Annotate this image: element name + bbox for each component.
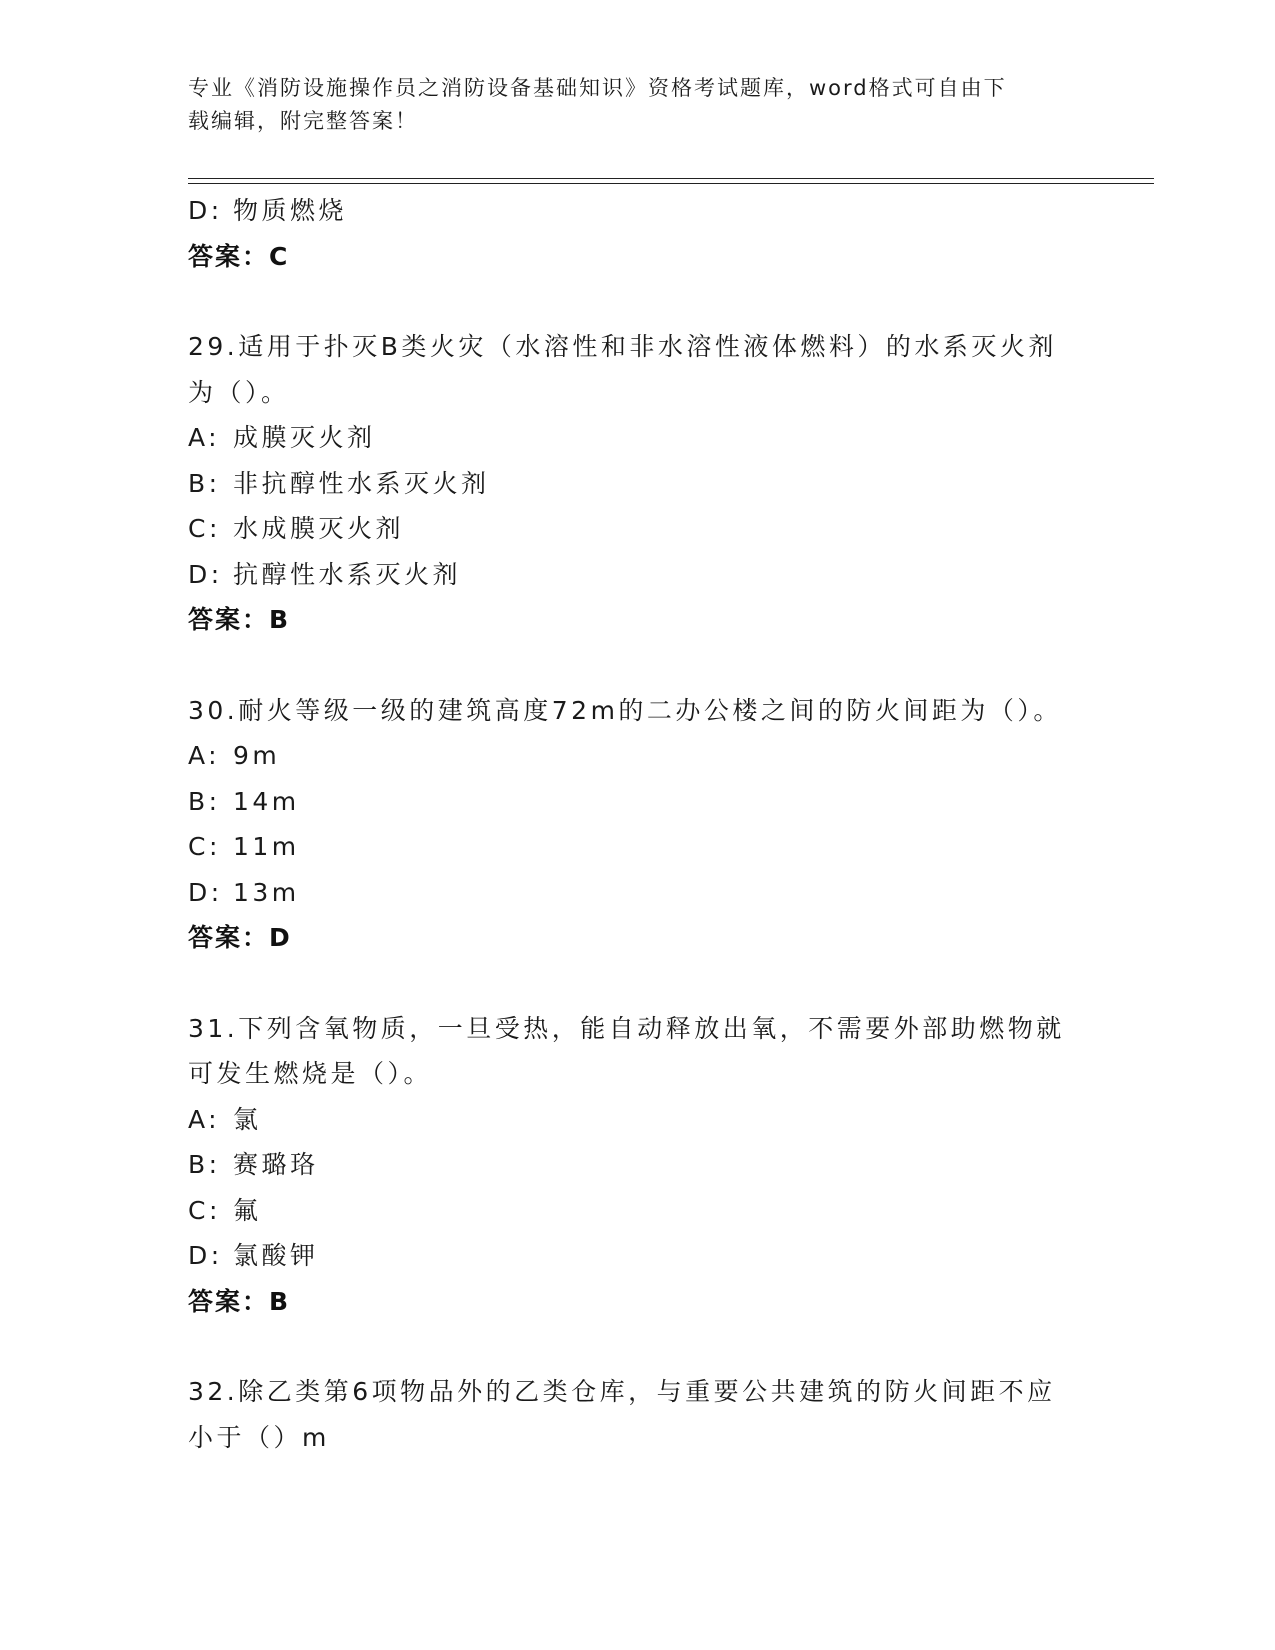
option-letter: A: — [188, 741, 221, 770]
answer-row — [188, 597, 1068, 643]
spacer — [188, 643, 1068, 688]
option-row — [188, 870, 1068, 916]
option-letter: A: — [188, 1104, 221, 1134]
option-text: 非抗醇性水系灭火剂 — [233, 468, 490, 498]
spacer — [188, 1324, 1068, 1369]
option-letter: C: — [188, 514, 221, 543]
option-letter: C: — [188, 1195, 221, 1225]
question-stem: 适用于扑灭B类火灾（水溶性和非水溶性液体燃料）的水系灭火剂为（）。 — [188, 332, 1057, 407]
answer-value: B — [269, 1286, 291, 1316]
option-letter: B: — [188, 1150, 221, 1179]
option-row — [188, 824, 1068, 870]
spacer — [188, 961, 1068, 1006]
option-row — [188, 733, 1068, 779]
spacer — [188, 279, 1068, 324]
question-stem: 耐火等级一级的建筑高度72m的二办公楼之间的防火间距为（）。 — [238, 695, 1062, 725]
question-text — [188, 1369, 1068, 1460]
option-row — [188, 1233, 1068, 1279]
option-row — [188, 779, 1068, 825]
option-letter: C: — [188, 832, 221, 861]
question-text — [188, 688, 1068, 734]
option-row — [188, 1097, 1068, 1143]
option-text: 水成膜灭火剂 — [233, 514, 405, 543]
header-rule-top — [188, 178, 1154, 179]
option-text: 氟 — [233, 1195, 262, 1225]
option-text: 11m — [233, 832, 300, 861]
option-text: 14m — [233, 786, 300, 816]
answer-row — [188, 234, 1068, 280]
option-row — [188, 506, 1068, 552]
header-rule-bottom — [188, 183, 1154, 184]
answer-value: B — [269, 605, 291, 634]
answer-row — [188, 1279, 1068, 1325]
document-header — [188, 72, 1068, 138]
option-letter: D: — [188, 559, 223, 589]
option-row — [188, 1188, 1068, 1234]
answer-value: C — [269, 241, 290, 271]
option-text: 氯 — [233, 1104, 262, 1134]
option-text: 9m — [233, 741, 281, 770]
question-number: 31. — [188, 1013, 239, 1043]
question-number: 30. — [188, 695, 239, 725]
question-content — [188, 188, 1068, 1460]
question-text — [188, 324, 1068, 415]
question-stem: 除乙类第6项物品外的乙类仓库，与重要公共建筑的防火间距不应小于（）m — [188, 1377, 1056, 1452]
option-text: 抗醇性水系灭火剂 — [233, 559, 462, 589]
option-text: 13m — [233, 877, 300, 907]
option-letter: D: — [188, 196, 223, 225]
answer-value: D — [269, 923, 292, 952]
option-text: 赛璐珞 — [233, 1150, 319, 1179]
answer-prefix: 答案： — [188, 1286, 270, 1316]
option-row — [188, 188, 1068, 234]
answer-prefix: 答案： — [188, 923, 270, 952]
option-row — [188, 1142, 1068, 1188]
answer-prefix: 答案： — [188, 605, 270, 634]
option-row — [188, 552, 1068, 598]
option-row — [188, 415, 1068, 461]
option-letter: D: — [188, 877, 223, 907]
answer-prefix: 答案： — [188, 241, 270, 271]
option-letter: D: — [188, 1241, 223, 1270]
option-text: 氯酸钾 — [233, 1241, 319, 1270]
question-text — [188, 1006, 1068, 1097]
answer-row — [188, 915, 1068, 961]
question-number: 29. — [188, 332, 239, 361]
option-letter: B: — [188, 468, 221, 498]
option-text: 物质燃烧 — [233, 196, 348, 225]
option-letter: A: — [188, 423, 221, 452]
option-letter: B: — [188, 786, 221, 816]
header-line-2: 载编辑，附完整答案！ — [188, 109, 418, 133]
option-row — [188, 461, 1068, 507]
header-line-1: 专业《消防设施操作员之消防设备基础知识》资格考试题库，word格式可自由下 — [188, 76, 1007, 100]
option-text: 成膜灭火剂 — [233, 423, 376, 452]
question-stem: 下列含氧物质，一旦受热，能自动释放出氧，不需要外部助燃物就可发生燃烧是（）。 — [188, 1013, 1065, 1088]
question-number: 32. — [188, 1377, 239, 1406]
